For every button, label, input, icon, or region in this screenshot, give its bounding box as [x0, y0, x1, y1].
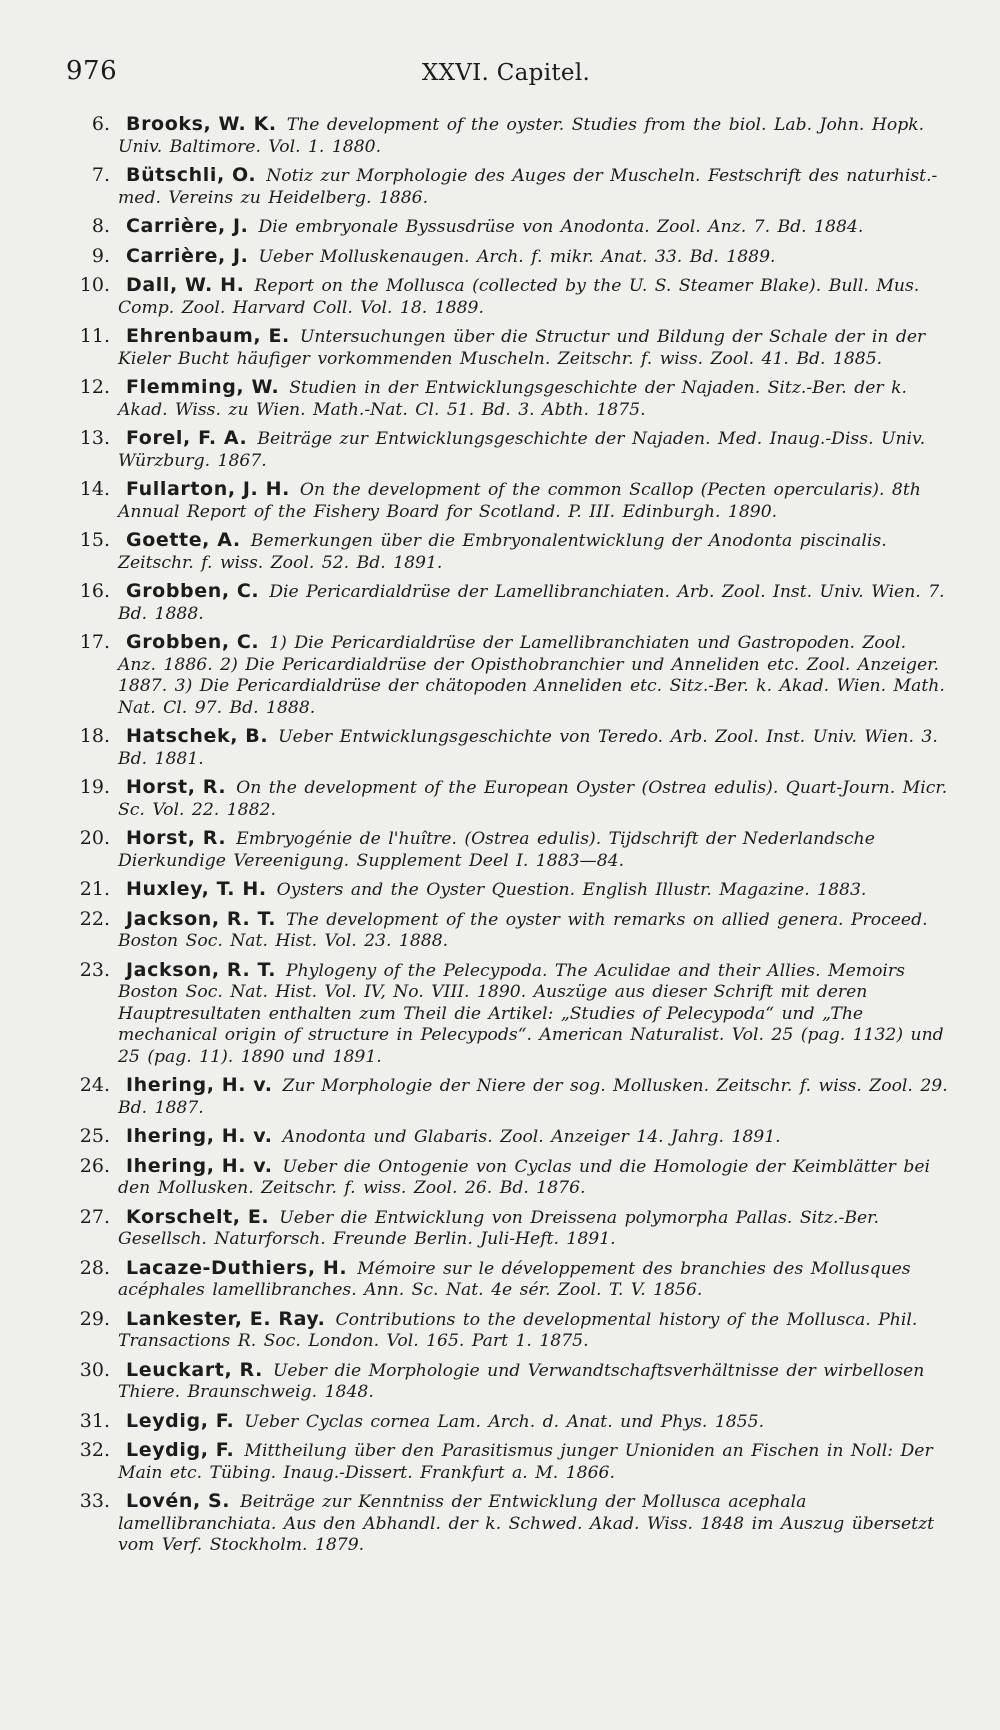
- reference-author: Carrière, J.: [126, 244, 249, 267]
- reference-citation: Die Pericardialdrüse der Lamellibranchiaten. Arb. Zool. Inst. Univ. Wien. 7. Bd. 1888.: [118, 582, 945, 624]
- reference-entry: [62, 1440, 950, 1484]
- reference-author: Lacaze-Duthiers, H.: [126, 1256, 348, 1279]
- reference-number: 20.: [79, 827, 110, 849]
- reference-number: 14.: [79, 478, 110, 500]
- chapter-title: XXVI. Capitel.: [421, 60, 591, 86]
- reference-author: Korschelt, E.: [126, 1205, 270, 1228]
- reference-citation: The development of the oyster. Studies from the biol. Lab. John. Hopk. Univ. Baltimore. Vol. 1. 1880.: [118, 115, 925, 157]
- reference-citation: Untersuchungen über die Structur und Bildung der Schale der in der Kieler Bucht häufiger vorkommenden Muscheln. Zeitschr. f. wiss. Zool. 41. Bd. 1885.: [118, 327, 926, 369]
- reference-citation: On the development of the European Oyster (Ostrea edulis). Quart-Journ. Micr. Sc. Vol. 22. 1882.: [118, 778, 948, 820]
- reference-number: 29.: [79, 1307, 110, 1330]
- reference-author: Fullarton, J. H.: [126, 478, 290, 500]
- reference-number: 32.: [79, 1439, 110, 1461]
- reference-entry: [62, 1411, 950, 1434]
- running-head: [62, 50, 950, 98]
- reference-author: Grobben, C.: [126, 631, 260, 653]
- reference-citation: Mémoire sur le développement des branchies des Mollusques acéphales lamellibranches. Ann. Sc. Nat. 4e sér. Zool. T. V. 1856.: [118, 1258, 911, 1300]
- reference-citation: The development of the oyster with remarks on allied genera. Proceed. Boston Soc. Nat. Hist. Vol. 23. 1888.: [118, 909, 928, 951]
- reference-entry: [62, 377, 950, 421]
- reference-author: Leydig, F.: [126, 1439, 235, 1461]
- reference-author: Lankester, E. Ray.: [126, 1307, 326, 1330]
- reference-number: 24.: [79, 1074, 110, 1096]
- reference-author: Jackson, R. T.: [126, 958, 277, 981]
- reference-entry: [62, 879, 950, 902]
- reference-entry: [62, 479, 950, 523]
- reference-author: Ihering, H. v.: [126, 1154, 273, 1177]
- reference-entry: [62, 1360, 950, 1404]
- reference-number: 8.: [91, 215, 110, 237]
- reference-author: Carrière, J.: [126, 215, 249, 237]
- reference-entry: [62, 726, 950, 770]
- reference-number: 12.: [79, 376, 110, 398]
- reference-citation: Ueber die Ontogenie von Cyclas und die Homologie der Keimblätter bei den Mollusken. Zeitschr. f. wiss. Zool. 26. Bd. 1876.: [118, 1156, 931, 1198]
- reference-author: Leydig, F.: [126, 1409, 235, 1432]
- reference-number: 7.: [91, 164, 110, 186]
- reference-entry: [62, 246, 950, 269]
- reference-citation: Contributions to the developmental history of the Mollusca. Phil. Transactions R. Soc. London. Vol. 165. Part 1. 1875.: [118, 1309, 918, 1351]
- reference-number: 11.: [79, 325, 110, 347]
- reference-citation: Zur Morphologie der Niere der sog. Mollusken. Zeitschr. f. wiss. Zool. 29. Bd. 1887.: [118, 1076, 948, 1118]
- reference-entry: [62, 428, 950, 472]
- reference-author: Leuckart, R.: [126, 1358, 263, 1381]
- reference-entry: [62, 1207, 950, 1251]
- reference-citation: Phylogeny of the Pelecypoda. The Aculidae and their Allies. Memoirs Boston Soc. Nat. Hist. Vol. IV, No. VIII. 1890. Auszüge aus dieser Schrift mit deren Hauptresultaten enthalten zum Theil die Artikel: „Studies of Pelecypoda“ und „The mechanical origin of structure in Pelecypods“. American Naturalist. Vol. 25 (pag. 1132) und 25 (pag. 11). 1890 und 1891.: [118, 960, 944, 1067]
- reference-citation: Embryogénie de l'huître. (Ostrea edulis). Tijdschrift der Nederlandsche Dierkundige Vereenigung. Supplement Deel I. 1883—84.: [118, 829, 875, 871]
- reference-author: Jackson, R. T.: [126, 907, 277, 930]
- reference-author: Huxley, T. H.: [126, 878, 267, 900]
- reference-citation: Studien in der Entwicklungsgeschichte der Najaden. Sitz.-Ber. der k. Akad. Wiss. zu Wien. Math.-Nat. Cl. 51. Bd. 3. Abth. 1875.: [118, 378, 907, 420]
- reference-entry: [62, 326, 950, 370]
- reference-number: 18.: [79, 725, 110, 747]
- reference-entry: [62, 1156, 950, 1200]
- reference-author: Dall, W. H.: [126, 274, 245, 296]
- reference-number: 27.: [79, 1205, 110, 1228]
- reference-number: 15.: [79, 529, 110, 551]
- reference-entry: [62, 275, 950, 319]
- reference-entry: [62, 165, 950, 209]
- reference-author: Bütschli, O.: [126, 164, 257, 186]
- reference-entry: [62, 777, 950, 821]
- reference-number: 16.: [79, 580, 110, 602]
- reference-number: 23.: [79, 958, 110, 981]
- reference-number: 31.: [79, 1409, 110, 1432]
- reference-entry: [62, 909, 950, 953]
- reference-author: Horst, R.: [126, 827, 227, 849]
- reference-number: 9.: [91, 244, 110, 267]
- reference-citation: Bemerkungen über die Embryonalentwicklung der Anodonta piscinalis. Zeitschr. f. wiss. Zool. 52. Bd. 1891.: [118, 531, 887, 573]
- reference-entry: [62, 1075, 950, 1119]
- reference-number: 19.: [79, 776, 110, 798]
- reference-number: 21.: [79, 878, 110, 900]
- reference-number: 17.: [79, 631, 110, 653]
- reference-citation: Mittheilung über den Parasitismus junger Unioniden an Fischen in Noll: Der Main etc. Tübing. Inaug.-Dissert. Frankfurt a. M. 1866.: [118, 1441, 933, 1483]
- reference-entry: [62, 632, 950, 719]
- reference-citation: On the development of the common Scallop (Pecten opercularis). 8th Annual Report of the Fishery Board for Scotland. P. III. Edinburgh. 1890.: [118, 480, 921, 522]
- reference-number: 13.: [79, 427, 110, 449]
- reference-author: Flemming, W.: [126, 376, 280, 398]
- reference-entry: [62, 1309, 950, 1353]
- reference-author: Horst, R.: [126, 776, 227, 798]
- reference-number: 33.: [79, 1490, 110, 1512]
- reference-number: 26.: [79, 1154, 110, 1177]
- reference-entry: [62, 1491, 950, 1557]
- reference-entry: [62, 114, 950, 158]
- reference-entry: [62, 530, 950, 574]
- reference-number: 30.: [79, 1358, 110, 1381]
- reference-author: Ihering, H. v.: [126, 1074, 273, 1096]
- reference-citation: Anodonta und Glabaris. Zool. Anzeiger 14. Jahrg. 1891.: [282, 1127, 781, 1147]
- reference-entry: [62, 960, 950, 1069]
- reference-citation: Oysters and the Oyster Question. English Illustr. Magazine. 1883.: [276, 880, 867, 900]
- page-number: 976: [66, 56, 118, 86]
- reference-citation: Report on the Mollusca (collected by the U. S. Steamer Blake). Bull. Mus. Comp. Zool. Harvard Coll. Vol. 18. 1889.: [118, 276, 920, 318]
- reference-citation: Ueber Entwicklungsgeschichte von Teredo. Arb. Zool. Inst. Univ. Wien. 3. Bd. 1881.: [118, 727, 938, 769]
- reference-citation: Ueber die Entwicklung von Dreissena polymorpha Pallas. Sitz.-Ber. Gesellsch. Naturforsch. Freunde Berlin. Juli-Heft. 1891.: [118, 1207, 879, 1249]
- reference-list: [62, 114, 950, 1557]
- reference-author: Ehrenbaum, E.: [126, 325, 290, 347]
- reference-author: Hatschek, B.: [126, 725, 269, 747]
- reference-citation: 1) Die Pericardialdrüse der Lamellibranchiaten und Gastropoden. Zool. Anz. 1886. 2) Die Pericardialdrüse der Opisthobranchier und Anneliden etc. Zool. Anzeiger. 1887. 3) Die Pericardialdrüse der chätopoden Anneliden etc. Sitz.-Ber. k. Akad. Wien. Math. Nat. Cl. 97. Bd. 1888.: [118, 633, 945, 718]
- reference-number: 6.: [91, 113, 110, 135]
- reference-citation: Beiträge zur Kenntniss der Entwicklung der Mollusca acephala lamellibranchiata. Aus den Abhandl. der k. Schwed. Akad. Wiss. 1848 im Auszug übersetzt vom Verf. Stockholm. 1879.: [118, 1492, 935, 1555]
- reference-author: Brooks, W. K.: [126, 113, 277, 135]
- reference-author: Grobben, C.: [126, 580, 260, 602]
- reference-entry: [62, 216, 950, 239]
- reference-author: Lovén, S.: [126, 1490, 231, 1512]
- reference-author: Forel, F. A.: [126, 427, 248, 449]
- reference-author: Ihering, H. v.: [126, 1125, 273, 1147]
- reference-citation: Ueber Cyclas cornea Lam. Arch. d. Anat. und Phys. 1855.: [244, 1411, 765, 1432]
- reference-number: 10.: [79, 274, 110, 296]
- reference-number: 25.: [79, 1125, 110, 1147]
- reference-citation: Notiz zur Morphologie des Auges der Muscheln. Festschrift des naturhist.-med. Vereins zu Heidelberg. 1886.: [118, 166, 938, 208]
- reference-citation: Die embryonale Byssusdrüse von Anodonta. Zool. Anz. 7. Bd. 1884.: [258, 217, 864, 237]
- reference-author: Goette, A.: [126, 529, 241, 551]
- reference-number: 28.: [79, 1256, 110, 1279]
- reference-entry: [62, 581, 950, 625]
- reference-citation: Beiträge zur Entwicklungsgeschichte der Najaden. Med. Inaug.-Diss. Univ. Würzburg. 1867.: [118, 429, 926, 471]
- reference-entry: [62, 828, 950, 872]
- reference-citation: Ueber Molluskenaugen. Arch. f. mikr. Anat. 33. Bd. 1889.: [258, 246, 776, 267]
- reference-entry: [62, 1258, 950, 1302]
- reference-number: 22.: [79, 907, 110, 930]
- reference-citation: Ueber die Morphologie und Verwandtschaftsverhältnisse der wirbellosen Thiere. Braunschweig. 1848.: [118, 1360, 925, 1402]
- reference-entry: [62, 1126, 950, 1149]
